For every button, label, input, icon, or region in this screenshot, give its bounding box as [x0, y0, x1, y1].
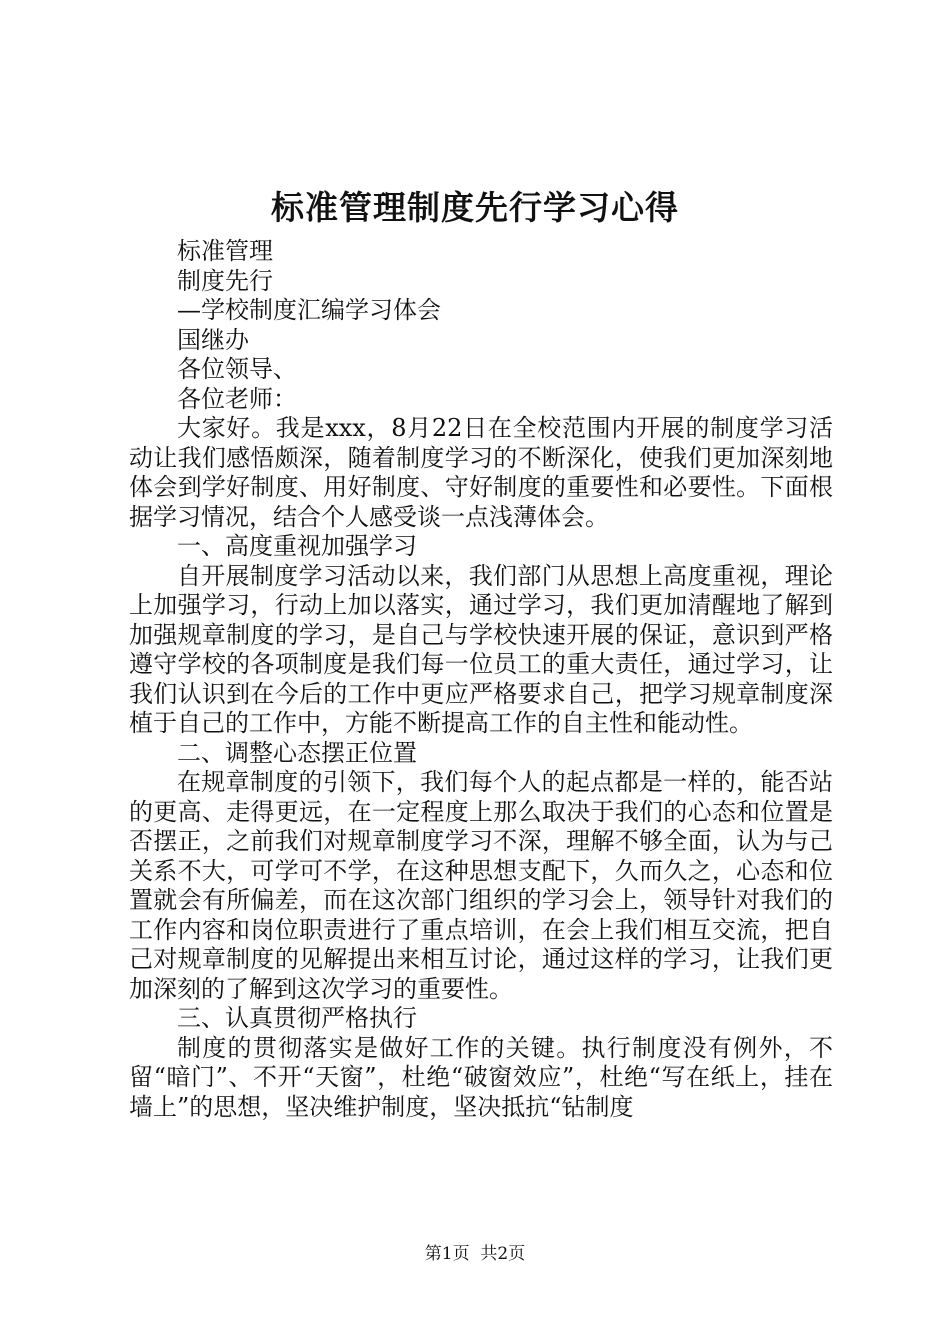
- paragraph-subtitle-3: —学校制度汇编学习体会: [177, 296, 441, 324]
- paragraph-section-1: 自开展制度学习活动以来，我们部门从思想上高度重视，理论上加强学习，行动上加以落实，通过学习，我们更加清醒地了解到加强规章制度的学习，是自己与学校快速开展的保证，意识到严格遵守学校的各项制度是我们每一位员工的重大责任，通过学习，让我们认识到在今后的工作中更应严格要求自己，把学习规章制度深植于自己的工作中，方能不断提高工作的自主性和能动性。: [129, 561, 833, 737]
- page-number: 第1页: [424, 1244, 470, 1264]
- paragraph-intro: 大家好。我是xxx，8月22日在全校范围内开展的制度学习活动让我们感悟颇深，随着制度学习的不断深化，使我们更加深刻地体会到学好制度、用好制度、守好制度的重要性和必要性。下面根据学习情况，结合个人感受谈一点浅薄体会。: [129, 414, 833, 531]
- section-heading-1: 一、高度重视加强学习: [177, 532, 417, 560]
- section-heading-2: 二、调整心态摆正位置: [177, 738, 417, 767]
- section-heading-3: 三、认真贯彻严格执行: [177, 1004, 417, 1032]
- paragraph-author: 国继办: [177, 325, 249, 354]
- paragraph-section-3: 制度的贯彻落实是做好工作的关键。执行制度没有例外，不留“暗门”、不开“天窗”，杜绝“破窗效应”，杜绝“写在纸上，挂在墙上”的思想，坚决维护制度，坚决抵抗“钻制度: [129, 1033, 833, 1121]
- paragraph-subtitle-1: 标准管理: [177, 237, 273, 265]
- document-title: 标准管理制度先行学习心得: [271, 188, 679, 227]
- paragraph-salutation-1: 各位领导、: [177, 355, 297, 383]
- paragraph-section-2: 在规章制度的引领下，我们每个人的起点都是一样的，能否站的更高、走得更远，在一定程度上那么取决于我们的心态和位置是否摆正，之前我们对规章制度学习不深，理解不够全面，认为与己关系不大，可学可不学，在这种思想支配下，久而久之，心态和位置就会有所偏差，而在这次部门组织的学习会上，领导针对我们的工作内容和岗位职责进行了重点培训，在会上我们相互交流，把自己对规章制度的见解提出来相互讨论，通过这样的学习，让我们更加深刻的了解到这次学习的重要性。: [129, 768, 833, 1003]
- page-total: 共2页: [480, 1244, 526, 1264]
- page-footer: [0, 1242, 950, 1266]
- paragraph-subtitle-2: 制度先行: [177, 266, 273, 295]
- paragraph-salutation-2: 各位老师：: [177, 384, 297, 413]
- document-body: [129, 237, 833, 1122]
